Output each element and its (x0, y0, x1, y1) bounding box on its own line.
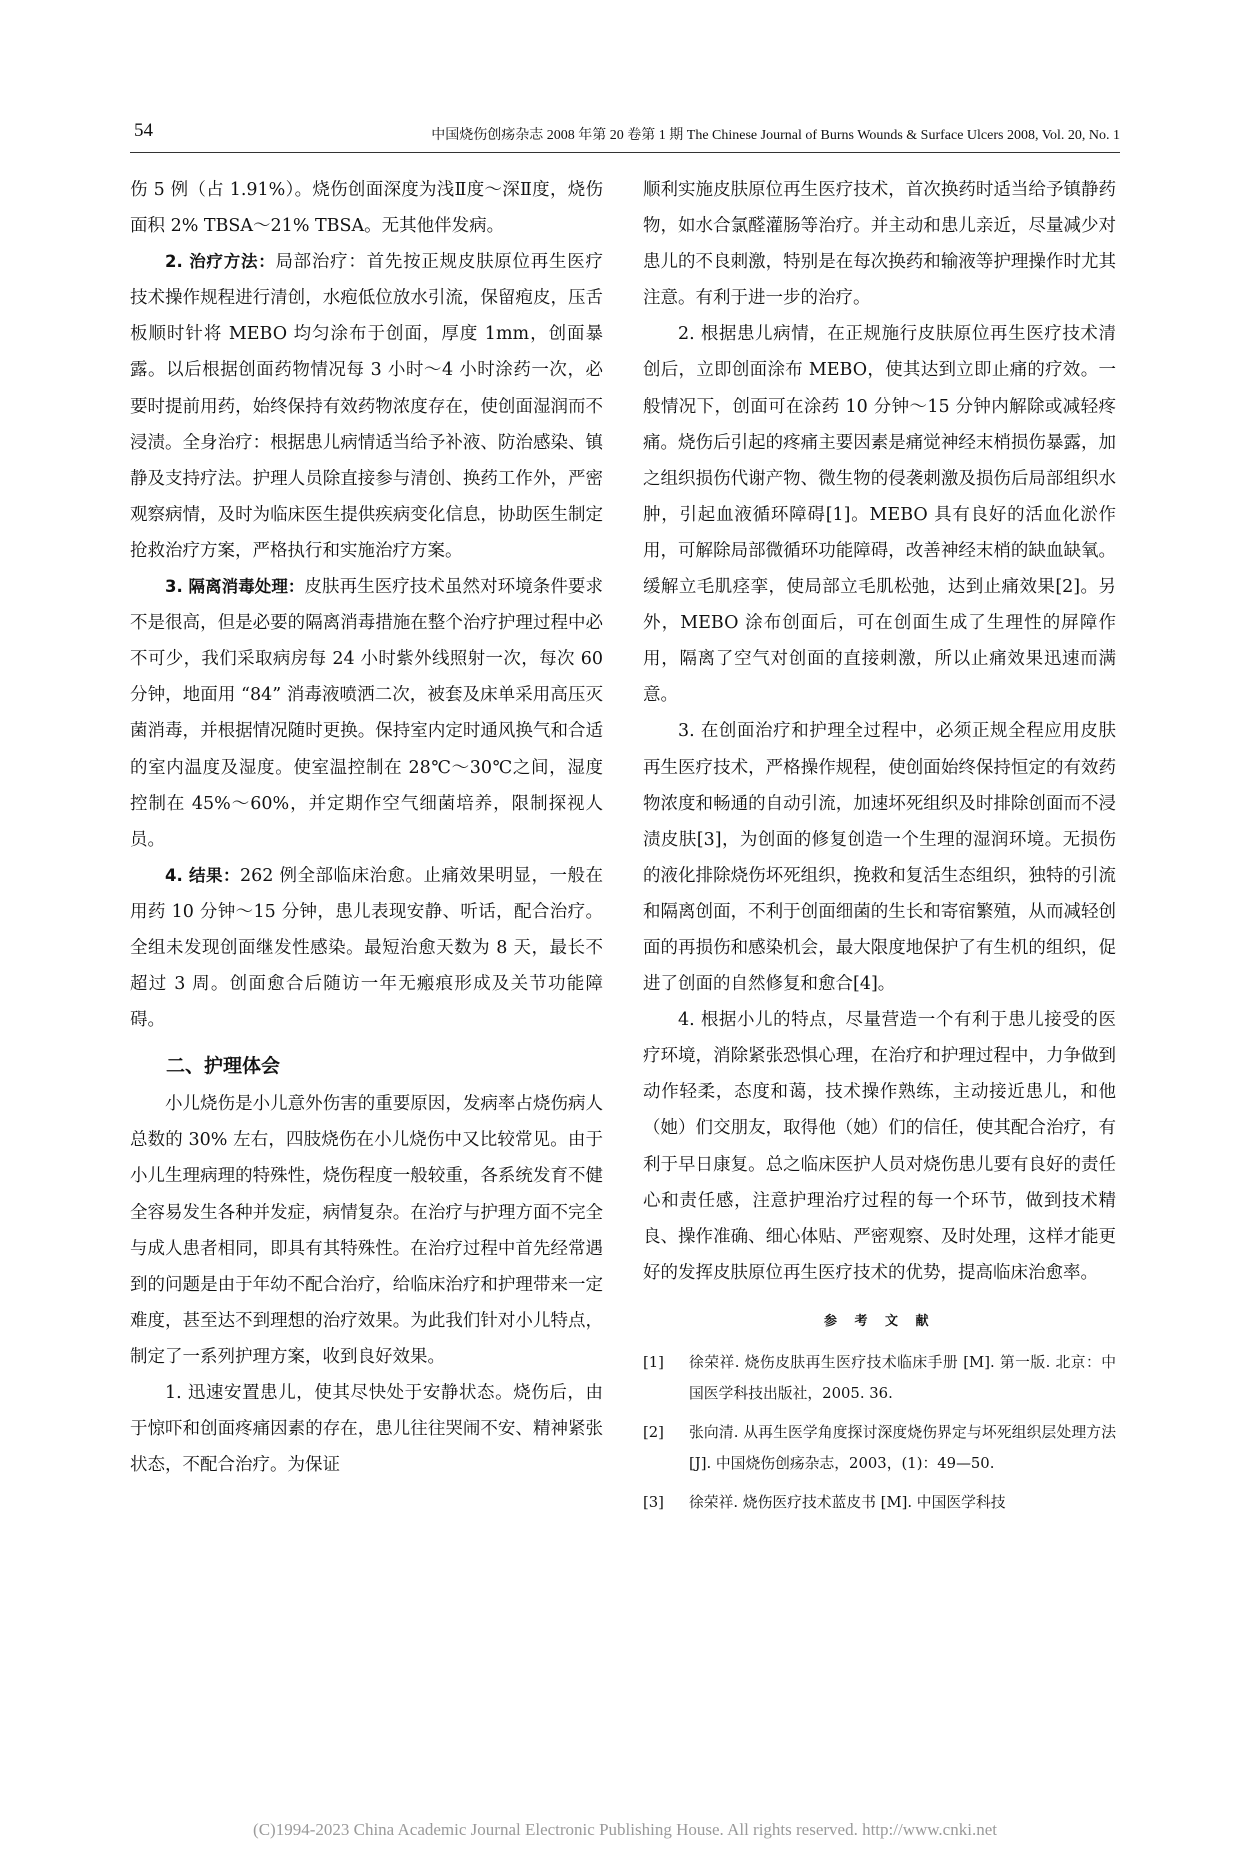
results-paragraph (130, 858, 603, 1038)
reference-text: 张向清. 从再生医学角度探讨深度烧伤界定与坏死组织层处理方法 [J]. 中国烧伤创疡杂志，2003，(1)：49—50. (689, 1423, 1116, 1472)
isolation-paragraph (130, 569, 603, 858)
page-number: 54 (134, 120, 153, 141)
reference-number: [2] (643, 1423, 664, 1441)
copyright-footer: (C)1994-2023 China Academic Journal Electronic Publishing House. All rights reserved. http://www.cnki.net (253, 1820, 997, 1839)
reference-number: [3] (643, 1493, 664, 1511)
reference-text: 徐荣祥. 烧伤皮肤再生医疗技术临床手册 [M]. 第一版. 北京：中国医学科技出版社，2005. 36. (689, 1353, 1116, 1402)
references-title: 参 考 文 献 (823, 1313, 936, 1329)
section-intro-paragraph: 小儿烧伤是小儿意外伤害的重要原因，发病率占烧伤病人总数的 30% 左右，四肢烧伤在小儿烧伤中又比较常见。由于小儿生理病理的特殊性，烧伤程度一般较重，各系统发育不健全容易发生各种并发症，病情复杂。在治疗与护理方面不完全与成人患者相同，即具有其特殊性。在治疗过程中首先经常遇到的问题是由于年幼不配合治疗，给临床治疗和护理带来一定难度，甚至达不到理想的治疗效果。为此我们针对小儿特点，制定了一系列护理方案，收到良好效果。 (130, 1094, 603, 1367)
reference-number: [1] (643, 1353, 664, 1371)
isolation-label: 3. 隔离消毒处理： (165, 577, 305, 597)
point1-continued-paragraph: 顺利实施皮肤原位再生医疗技术，首次换药时适当给予镇静药物，如水合氯醛灌肠等治疗。并主动和患儿亲近，尽量减少对患儿的不良刺激，特别是在每次换药和输液等护理操作时尤其注意。有利于进一步的治疗。 (643, 180, 1116, 309)
treatment-text: 局部治疗：首先按正规皮肤原位再生医疗技术操作规程进行清创，水疱低位放水引流，保留疱皮，压舌板顺时针将 MEBO 均匀涂布于创面，厚度 1mm，创面暴露。以后根据创面药物情况每 3 小时～4 小时涂药一次，必要时提前用药，始终保持有效药物浓度存在，使创面湿润而不浸渍。全身治疗：根据患儿病情适当给予补液、防治感染、镇静及支持疗法。护理人员除直接参与清创、换药工作外，严密观察病情，及时为临床医生提供疾病变化信息，协助医生制定抢救治疗方案，严格执行和实施治疗方案。 (130, 252, 604, 561)
page-header (130, 118, 1120, 153)
treatment-label: 2. 治疗方法： (165, 252, 276, 272)
isolation-text: 皮肤再生医疗技术虽然对环境条件要求不是很高，但是必要的隔离消毒措施在整个治疗护理过程中必不可少，我们采取病房每 24 小时紫外线照射一次，每次 60 分钟，地面用 “84” 消毒液喷洒二次，被套及床单采用高压灭菌消毒，并根据情况随时更换。保持室内定时通风换气和合适的室内温度及湿度。使室温控制在 28℃～30℃之间，湿度控制在 45%～60%，并定期作空气细菌培养，限制探视人员。 (130, 577, 603, 850)
reference-list (643, 1347, 1116, 1518)
reference-item (643, 1487, 1116, 1518)
point4-paragraph: 4. 根据小儿的特点，尽量营造一个有利于患儿接受的医疗环境，消除紧张恐惧心理，在治疗和护理过程中，力争做到动作轻柔，态度和蔼，技术操作熟练，主动接近患儿，和他（她）们交朋友，取得他（她）们的信任，使其配合治疗，有利于早日康复。总之临床医护人员对烧伤患儿要有良好的责任心和责任感，注意护理治疗过程的每一个环节，做到技术精良、操作准确、细心体贴、严密观察、及时处理，这样才能更好的发挥皮肤原位再生医疗技术的优势，提高临床治愈率。 (643, 1010, 1116, 1283)
section-heading: 二、护理体会 (166, 1055, 281, 1078)
intro-paragraph: 伤 5 例（占 1.91%）。烧伤创面深度为浅Ⅱ度～深Ⅱ度，烧伤面积 2% TBSA～21% TBSA。无其他伴发病。 (130, 180, 603, 237)
reference-text: 徐荣祥. 烧伤医疗技术蓝皮书 [M]. 中国医学科技 (689, 1493, 1006, 1511)
left-column (130, 172, 603, 1483)
point3-paragraph: 3. 在创面治疗和护理全过程中，必须正规全程应用皮肤再生医疗技术，严格操作规程，使创面始终保持恒定的有效药物浓度和畅通的自动引流，加速坏死组织及时排除创面而不浸渍皮肤[3]，为创面的修复创造一个生理的湿润环境。无损伤的液化排除烧伤坏死组织，挽救和复活生态组织，独特的引流和隔离创面，不利于创面细菌的生长和寄宿繁殖，从而减轻创面的再损伤和感染机会，最大限度地保护了有生机的组织，促进了创面的自然修复和愈合[4]。 (643, 721, 1116, 995)
reference-item (643, 1417, 1116, 1479)
treatment-paragraph (130, 244, 603, 569)
journal-running-head: 中国烧伤创疡杂志 2008 年第 20 卷第 1 期 The Chinese Journal of Burns Wounds & Surface Ulcers 2008, Vol. 20, No. 1 (431, 128, 1120, 143)
reference-item (643, 1347, 1116, 1409)
point2-paragraph: 2. 根据患儿病情，在正规施行皮肤原位再生医疗技术清创后，立即创面涂布 MEBO，使其达到立即止痛的疗效。一般情况下，创面可在涂药 10 分钟～15 分钟内解除或减轻疼痛。烧伤后引起的疼痛主要因素是痛觉神经末梢损伤暴露，加之组织损伤代谢产物、微生物的侵袭刺激及损伤后局部组织水肿，引起血液循环障碍[1]。MEBO 具有良好的活血化淤作用，可解除局部微循环功能障碍，改善神经末梢的缺血缺氧。缓解立毛肌痉挛，使局部立毛肌松弛，达到止痛效果[2]。另外，MEBO 涂布创面后，可在创面生成了生理性的屏障作用，隔离了空气对创面的直接刺激，所以止痛效果迅速而满意。 (643, 324, 1116, 706)
right-column (643, 172, 1116, 1526)
results-label: 4. 结果： (165, 865, 240, 885)
results-text: 262 例全部临床治愈。止痛效果明显，一般在用药 10 分钟～15 分钟，患儿表现安静、听话，配合治疗。全组未发现创面继发性感染。最短治愈天数为 8 天，最长不超过 3 周。创面愈合后随访一年无瘢痕形成及关节功能障碍。 (130, 865, 603, 1031)
point1-paragraph: 1. 迅速安置患儿，使其尽快处于安静状态。烧伤后，由于惊吓和创面疼痛因素的存在，患儿往往哭闹不安、精神紧张状态，不配合治疗。为保证 (130, 1383, 603, 1476)
